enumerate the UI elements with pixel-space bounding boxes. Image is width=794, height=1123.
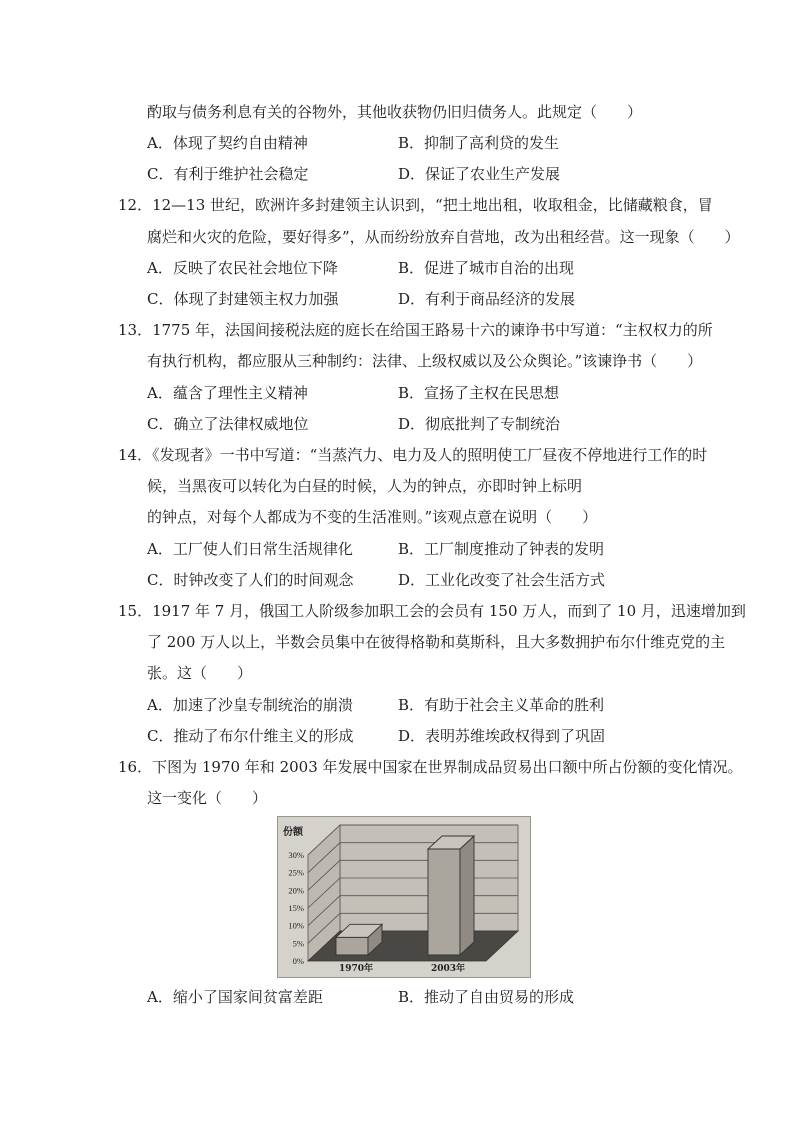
bar-side-2003年 (460, 836, 474, 955)
q15-option-a: A．加速了沙皇专制统治的崩溃 (147, 696, 353, 714)
q15-stem-line-1: 15．1917 年 7 月，俄国工人阶级参加职工会的会员有 150 万人，而到了 10 月，迅速增加到 (118, 602, 746, 620)
y-tick-label: 20% (288, 885, 304, 896)
q15-option-b: B．有助于社会主义革命的胜利 (398, 696, 605, 714)
q11-option-c: C．有利于维护社会稳定 (147, 165, 309, 183)
q15-stem-line-2: 了 200 万人以上，半数会员集中在彼得格勒和莫斯科，且大多数拥护布尔什维克党的主 (147, 633, 726, 651)
y-tick-label: 15% (288, 903, 304, 913)
q12-option-c: C．体现了封建领主权力加强 (147, 290, 339, 308)
bar-chart (278, 817, 530, 977)
bar-front-1970年 (336, 937, 368, 955)
q14-stem-line-3: 的钟点，对每个人都成为不变的生活准则。”该观点意在说明（ ） (147, 508, 598, 526)
y-tick-label: 30% (288, 850, 304, 860)
q16-stem-line-2: 这一变化（ ） (147, 789, 268, 807)
q13-stem-line-1: 13．1775 年，法国间接税法庭的庭长在给国王路易十六的谏诤书中写道：“主权权力的所 (118, 321, 713, 339)
q14-option-a: A．工厂使人们日常生活规律化 (147, 540, 353, 558)
q12-option-b: B．促进了城市自治的出现 (398, 259, 575, 277)
q11-option-a: A．体现了契约自由精神 (147, 134, 308, 152)
y-axis-label: 份额 (283, 827, 303, 838)
q13-option-d: D．彻底批判了专制统治 (398, 415, 561, 433)
q11-option-b: B．抑制了高利贷的发生 (398, 134, 560, 152)
q15-option-c: C．推动了布尔什维主义的形成 (147, 727, 354, 745)
q14-option-c: C．时钟改变了人们的时间观念 (147, 571, 354, 589)
y-tick-label: 5% (292, 938, 304, 949)
q15-option-d: D．表明苏维埃政权得到了巩固 (398, 727, 606, 745)
q12-stem-line-2: 腐烂和火灾的危险，要好得多”，从而纷纷放弃自营地，改为出租经营。这一现象（ ） (147, 228, 740, 246)
y-tick-label: 0% (292, 956, 304, 966)
q13-option-b: B．宣扬了主权在民思想 (398, 384, 560, 402)
q12-option-a: A．反映了农民社会地位下降 (147, 259, 338, 277)
q13-option-c: C．确立了法律权威地位 (147, 415, 309, 433)
q12-option-d: D．有利于商品经济的发展 (398, 290, 576, 308)
q14-option-b: B．工厂制度推动了钟表的发明 (398, 540, 605, 558)
y-tick-label: 25% (288, 867, 304, 878)
q11-stem-continuation: 酌取与债务利息有关的谷物外，其他收获物仍旧归债务人。此规定（ ） (147, 103, 643, 121)
q15-stem-line-3: 张。这（ ） (147, 664, 253, 682)
q13-option-a: A．蕴含了理性主义精神 (147, 384, 308, 402)
q12-stem-line-1: 12．12—13 世纪，欧洲许多封建领主认识到，“把土地出租，收取租金，比储藏粮食，冒 (118, 196, 713, 214)
x-category-label: 1970年 (338, 964, 374, 974)
y-tick-label: 10% (288, 920, 304, 931)
x-category-label: 2003年 (430, 964, 466, 974)
q16-option-a: A．缩小了国家间贫富差距 (147, 988, 323, 1006)
q11-option-d: D．保证了农业生产发展 (398, 165, 561, 183)
q16-option-b: B．推动了自由贸易的形成 (398, 988, 575, 1006)
q16-stem-line-1: 16．下图为 1970 年和 2003 年发展中国家在世界制成品贸易出口额中所占份额的变化情况。 (118, 758, 743, 776)
bar-chart-figure (277, 816, 531, 978)
q14-stem-line-2: 候，当黑夜可以转化为白昼的时候，人为的钟点，亦即时钟上标明 (147, 477, 583, 495)
q13-stem-line-2: 有执行机构，都应服从三种制约：法律、上级权威以及公众舆论。”该谏诤书（ ） (147, 352, 703, 370)
bar-front-2003年 (428, 849, 460, 955)
q14-stem-line-1: 14．《发现者》一书中写道：“当蒸汽力、电力及人的照明使工厂昼夜不停地进行工作的时 (118, 446, 708, 464)
q14-option-d: D．工业化改变了社会生活方式 (398, 571, 606, 589)
